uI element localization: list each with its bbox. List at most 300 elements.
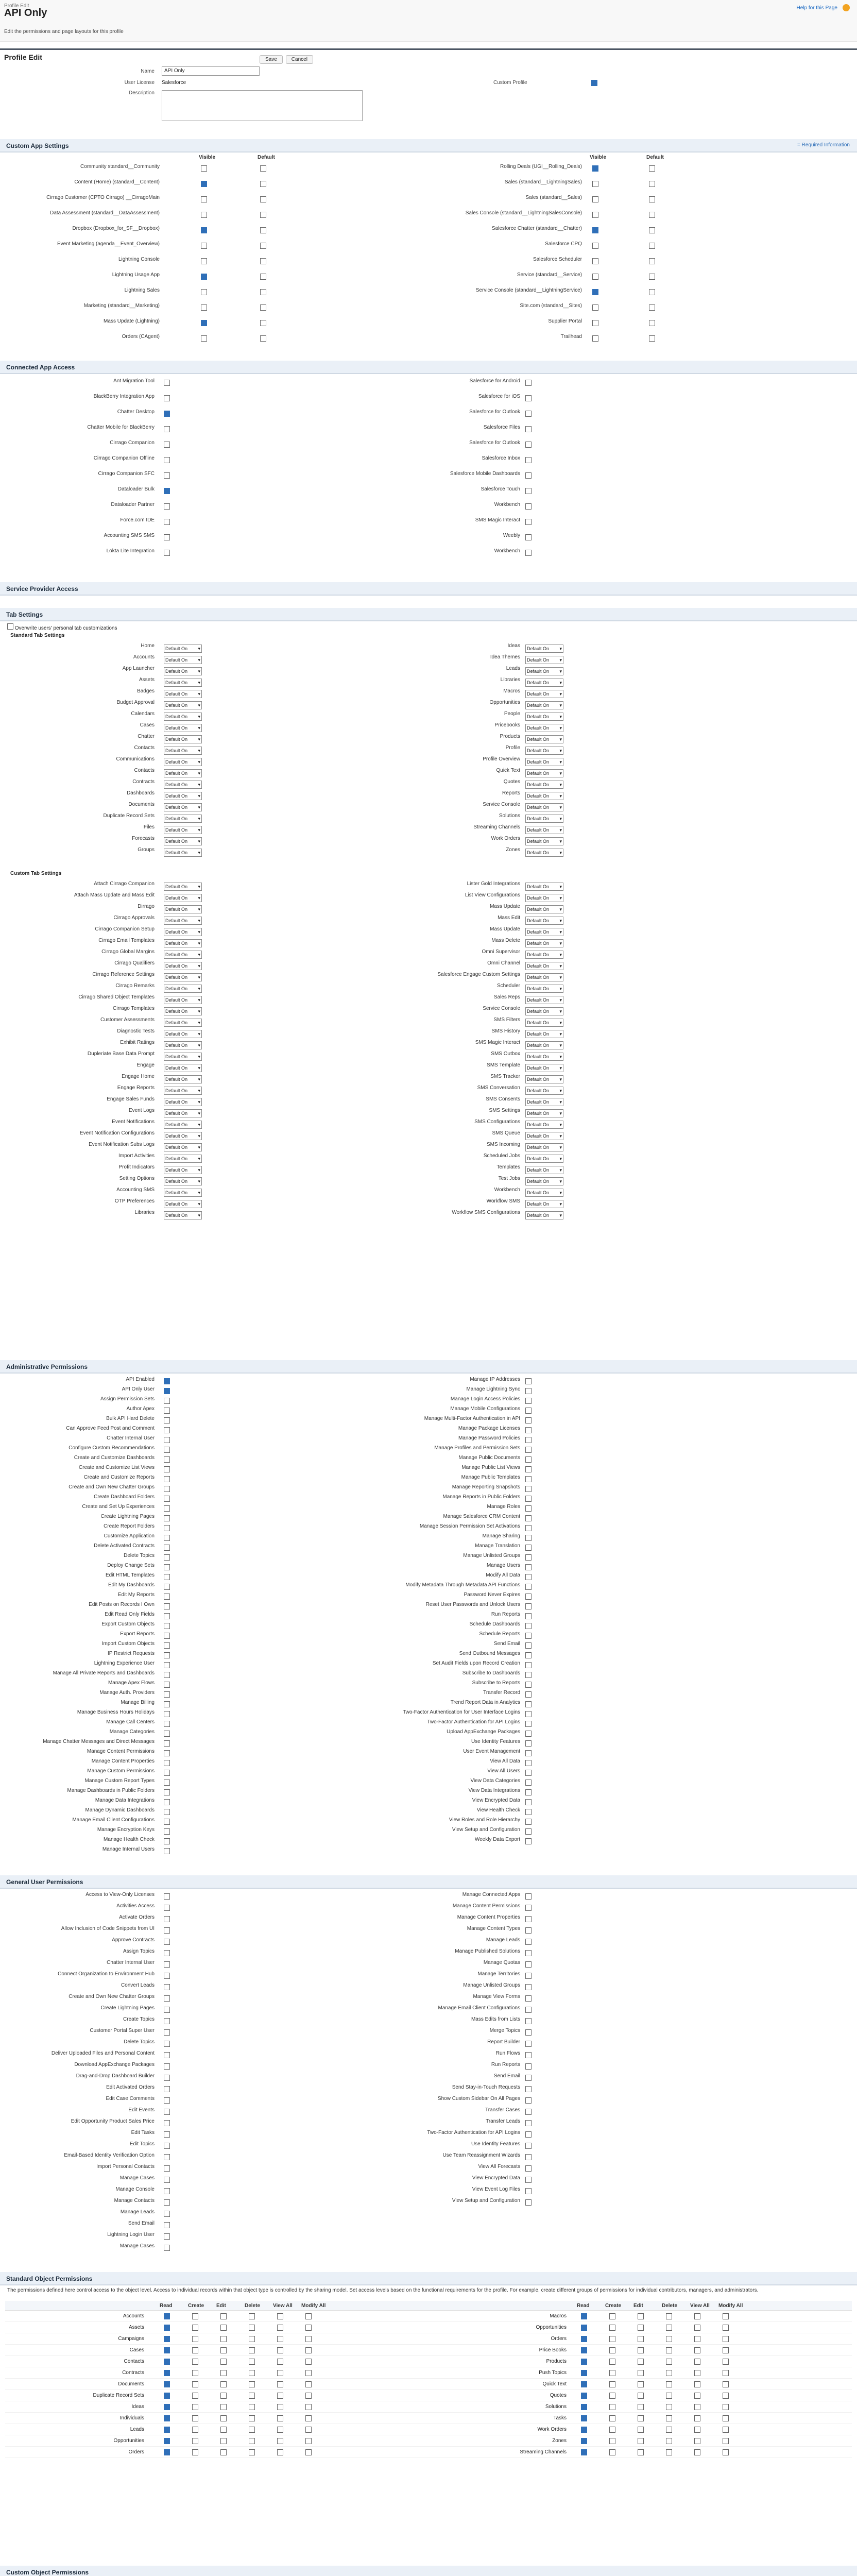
- tab-visibility-select-left[interactable]: [164, 1211, 202, 1219]
- permission-checkbox-right[interactable]: [525, 1819, 532, 1826]
- overwrite-tab-customizations[interactable]: [7, 623, 117, 631]
- visible-checkbox-left[interactable]: [201, 320, 207, 328]
- object-perm-checkbox[interactable]: [277, 2370, 283, 2378]
- visible-checkbox-right[interactable]: [592, 274, 598, 281]
- object-perm-checkbox[interactable]: [609, 2438, 615, 2446]
- permission-checkbox-right[interactable]: [525, 2177, 532, 2184]
- save-button[interactable]: Save: [260, 55, 283, 64]
- object-perm-checkbox[interactable]: [694, 2393, 700, 2400]
- help-icon[interactable]: [843, 4, 850, 11]
- permission-checkbox-left[interactable]: [164, 1819, 170, 1826]
- permission-checkbox-left[interactable]: [164, 2075, 170, 2082]
- tab-visibility-select-left[interactable]: [164, 724, 202, 732]
- connected-app-checkbox-left[interactable]: [164, 550, 170, 557]
- object-perm-checkbox[interactable]: [277, 2325, 283, 2332]
- permission-checkbox-left[interactable]: [164, 1770, 170, 1777]
- object-perm-checkbox[interactable]: [694, 2381, 700, 2389]
- object-perm-checkbox[interactable]: [723, 2393, 729, 2400]
- permission-checkbox-right[interactable]: [525, 1711, 532, 1719]
- tab-visibility-select-right[interactable]: [525, 679, 563, 687]
- object-perm-checkbox[interactable]: [192, 2370, 198, 2378]
- permission-checkbox-right[interactable]: [525, 2120, 532, 2128]
- tab-visibility-select-right[interactable]: [525, 962, 563, 970]
- object-perm-checkbox[interactable]: [164, 2404, 170, 2412]
- tab-visibility-select-left[interactable]: [164, 849, 202, 857]
- permission-checkbox-right[interactable]: [525, 1525, 532, 1533]
- permission-checkbox-left[interactable]: [164, 1398, 170, 1405]
- permission-checkbox-right[interactable]: [525, 1750, 532, 1758]
- default-radio-left[interactable]: [260, 274, 266, 281]
- tab-visibility-select-right[interactable]: [525, 928, 563, 936]
- object-perm-checkbox[interactable]: [249, 2449, 255, 2457]
- object-perm-checkbox[interactable]: [609, 2347, 615, 2355]
- tab-visibility-select-left[interactable]: [164, 803, 202, 811]
- object-perm-checkbox[interactable]: [666, 2347, 672, 2355]
- object-perm-checkbox[interactable]: [723, 2404, 729, 2412]
- object-perm-checkbox[interactable]: [164, 2325, 170, 2332]
- object-perm-checkbox[interactable]: [609, 2336, 615, 2344]
- permission-checkbox-left[interactable]: [164, 2063, 170, 2071]
- object-perm-checkbox[interactable]: [305, 2325, 312, 2332]
- cancel-button[interactable]: Cancel: [286, 55, 313, 64]
- default-radio-left[interactable]: [260, 212, 266, 219]
- permission-checkbox-left[interactable]: [164, 2052, 170, 2060]
- permission-checkbox-right[interactable]: [525, 1984, 532, 1992]
- permission-checkbox-right[interactable]: [525, 2052, 532, 2060]
- visible-checkbox-left[interactable]: [201, 258, 207, 266]
- permission-checkbox-left[interactable]: [164, 1486, 170, 1494]
- connected-app-checkbox-left[interactable]: [164, 426, 170, 434]
- visible-checkbox-left[interactable]: [201, 274, 207, 281]
- permission-checkbox-right[interactable]: [525, 2007, 532, 2014]
- default-radio-left[interactable]: [260, 320, 266, 328]
- object-perm-checkbox[interactable]: [277, 2404, 283, 2412]
- object-perm-checkbox[interactable]: [723, 2427, 729, 2434]
- tab-visibility-select-right[interactable]: [525, 1132, 563, 1140]
- object-perm-checkbox[interactable]: [192, 2336, 198, 2344]
- permission-checkbox-right[interactable]: [525, 1437, 532, 1445]
- object-perm-checkbox[interactable]: [581, 2438, 587, 2446]
- object-perm-checkbox[interactable]: [694, 2427, 700, 2434]
- permission-checkbox-right[interactable]: [525, 1554, 532, 1562]
- object-perm-checkbox[interactable]: [638, 2359, 644, 2366]
- object-perm-checkbox[interactable]: [723, 2381, 729, 2389]
- object-perm-checkbox[interactable]: [192, 2347, 198, 2355]
- default-radio-left[interactable]: [260, 304, 266, 312]
- object-perm-checkbox[interactable]: [723, 2313, 729, 2321]
- object-perm-checkbox[interactable]: [192, 2404, 198, 2412]
- object-perm-checkbox[interactable]: [305, 2438, 312, 2446]
- visible-checkbox-left[interactable]: [201, 335, 207, 343]
- object-perm-checkbox[interactable]: [666, 2427, 672, 2434]
- object-perm-checkbox[interactable]: [581, 2359, 587, 2366]
- permission-checkbox-right[interactable]: [525, 1662, 532, 1670]
- default-radio-right[interactable]: [649, 243, 655, 250]
- object-perm-checkbox[interactable]: [164, 2438, 170, 2446]
- tab-visibility-select-left[interactable]: [164, 1189, 202, 1197]
- tab-visibility-select-left[interactable]: [164, 769, 202, 777]
- tab-visibility-select-right[interactable]: [525, 1200, 563, 1208]
- permission-checkbox-left[interactable]: [164, 2165, 170, 2173]
- permission-checkbox-right[interactable]: [525, 1545, 532, 1552]
- object-perm-checkbox[interactable]: [609, 2381, 615, 2389]
- default-radio-right[interactable]: [649, 320, 655, 328]
- permission-checkbox-left[interactable]: [164, 1711, 170, 1719]
- permission-checkbox-left[interactable]: [164, 1652, 170, 1660]
- permission-checkbox-right[interactable]: [525, 2075, 532, 2082]
- object-perm-checkbox[interactable]: [723, 2336, 729, 2344]
- permission-checkbox-left[interactable]: [164, 1574, 170, 1582]
- permission-checkbox-left[interactable]: [164, 1780, 170, 1787]
- visible-checkbox-right[interactable]: [592, 320, 598, 328]
- connected-app-checkbox-left[interactable]: [164, 519, 170, 527]
- tab-visibility-select-left[interactable]: [164, 996, 202, 1004]
- permission-checkbox-right[interactable]: [525, 1740, 532, 1748]
- permission-checkbox-right[interactable]: [525, 1950, 532, 1958]
- tab-visibility-select-left[interactable]: [164, 1177, 202, 1185]
- tab-visibility-select-left[interactable]: [164, 656, 202, 664]
- object-perm-checkbox[interactable]: [694, 2336, 700, 2344]
- permission-checkbox-right[interactable]: [525, 1642, 532, 1650]
- object-perm-checkbox[interactable]: [305, 2449, 312, 2457]
- object-perm-checkbox[interactable]: [277, 2347, 283, 2355]
- permission-checkbox-left[interactable]: [164, 1905, 170, 1912]
- tab-visibility-select-left[interactable]: [164, 928, 202, 936]
- object-perm-checkbox[interactable]: [192, 2393, 198, 2400]
- tab-visibility-select-right[interactable]: [525, 769, 563, 777]
- permission-checkbox-right[interactable]: [525, 1682, 532, 1689]
- tab-visibility-select-left[interactable]: [164, 1041, 202, 1049]
- permission-checkbox-right[interactable]: [525, 1691, 532, 1699]
- permission-checkbox-right[interactable]: [525, 2063, 532, 2071]
- permission-checkbox-right[interactable]: [525, 1701, 532, 1709]
- object-perm-checkbox[interactable]: [249, 2359, 255, 2366]
- permission-checkbox-right[interactable]: [525, 2086, 532, 2094]
- object-perm-checkbox[interactable]: [723, 2415, 729, 2423]
- object-perm-checkbox[interactable]: [666, 2415, 672, 2423]
- tab-visibility-select-left[interactable]: [164, 690, 202, 698]
- object-perm-checkbox[interactable]: [164, 2313, 170, 2321]
- permission-checkbox-left[interactable]: [164, 2007, 170, 2014]
- permission-checkbox-right[interactable]: [525, 1515, 532, 1523]
- object-perm-checkbox[interactable]: [609, 2325, 615, 2332]
- object-perm-checkbox[interactable]: [192, 2325, 198, 2332]
- object-perm-checkbox[interactable]: [666, 2359, 672, 2366]
- permission-checkbox-right[interactable]: [525, 1893, 532, 1901]
- object-perm-checkbox[interactable]: [305, 2336, 312, 2344]
- connected-app-checkbox-left[interactable]: [164, 380, 170, 387]
- object-perm-checkbox[interactable]: [609, 2427, 615, 2434]
- permission-checkbox-left[interactable]: [164, 2109, 170, 2116]
- visible-checkbox-left[interactable]: [201, 289, 207, 297]
- permission-checkbox-left[interactable]: [164, 1927, 170, 1935]
- connected-app-checkbox-left[interactable]: [164, 488, 170, 496]
- object-perm-checkbox[interactable]: [609, 2404, 615, 2412]
- tab-visibility-select-left[interactable]: [164, 939, 202, 947]
- object-perm-checkbox[interactable]: [305, 2347, 312, 2355]
- tab-visibility-select-right[interactable]: [525, 815, 563, 823]
- object-perm-checkbox[interactable]: [305, 2404, 312, 2412]
- object-perm-checkbox[interactable]: [723, 2370, 729, 2378]
- tab-visibility-select-left[interactable]: [164, 815, 202, 823]
- permission-checkbox-left[interactable]: [164, 2245, 170, 2252]
- visible-checkbox-right[interactable]: [592, 196, 598, 204]
- object-perm-checkbox[interactable]: [164, 2427, 170, 2434]
- permission-checkbox-left[interactable]: [164, 1476, 170, 1484]
- tab-visibility-select-right[interactable]: [525, 1053, 563, 1061]
- permission-checkbox-left[interactable]: [164, 1916, 170, 1924]
- tab-visibility-select-left[interactable]: [164, 1019, 202, 1027]
- object-perm-checkbox[interactable]: [249, 2381, 255, 2389]
- permission-checkbox-left[interactable]: [164, 1642, 170, 1650]
- tab-visibility-select-right[interactable]: [525, 1189, 563, 1197]
- permission-checkbox-left[interactable]: [164, 1950, 170, 1958]
- object-perm-checkbox[interactable]: [277, 2427, 283, 2434]
- permission-checkbox-left[interactable]: [164, 1848, 170, 1856]
- permission-checkbox-left[interactable]: [164, 1721, 170, 1728]
- object-perm-checkbox[interactable]: [581, 2427, 587, 2434]
- tab-visibility-select-right[interactable]: [525, 939, 563, 947]
- default-radio-right[interactable]: [649, 258, 655, 266]
- permission-checkbox-right[interactable]: [525, 1427, 532, 1435]
- tab-visibility-select-left[interactable]: [164, 1087, 202, 1095]
- object-perm-checkbox[interactable]: [638, 2381, 644, 2389]
- permission-checkbox-left[interactable]: [164, 1437, 170, 1445]
- tab-visibility-select-right[interactable]: [525, 894, 563, 902]
- permission-checkbox-right[interactable]: [525, 1961, 532, 1969]
- object-perm-checkbox[interactable]: [277, 2336, 283, 2344]
- tab-visibility-select-right[interactable]: [525, 1143, 563, 1151]
- permission-checkbox-right[interactable]: [525, 1486, 532, 1494]
- object-perm-checkbox[interactable]: [694, 2438, 700, 2446]
- tab-visibility-select-left[interactable]: [164, 792, 202, 800]
- connected-app-checkbox-right[interactable]: [525, 442, 532, 449]
- object-perm-checkbox[interactable]: [277, 2438, 283, 2446]
- permission-checkbox-left[interactable]: [164, 1731, 170, 1738]
- tab-visibility-select-left[interactable]: [164, 735, 202, 743]
- permission-checkbox-left[interactable]: [164, 1633, 170, 1640]
- permission-checkbox-right[interactable]: [525, 1505, 532, 1513]
- connected-app-checkbox-left[interactable]: [164, 395, 170, 403]
- object-perm-checkbox[interactable]: [192, 2415, 198, 2423]
- tab-visibility-select-left[interactable]: [164, 894, 202, 902]
- default-radio-left[interactable]: [260, 165, 266, 173]
- object-perm-checkbox[interactable]: [220, 2313, 227, 2321]
- permission-checkbox-right[interactable]: [525, 1828, 532, 1836]
- permission-checkbox-left[interactable]: [164, 1603, 170, 1611]
- object-perm-checkbox[interactable]: [638, 2313, 644, 2321]
- permission-checkbox-right[interactable]: [525, 1623, 532, 1631]
- object-perm-checkbox[interactable]: [249, 2313, 255, 2321]
- tab-visibility-select-right[interactable]: [525, 803, 563, 811]
- object-perm-checkbox[interactable]: [694, 2404, 700, 2412]
- tab-visibility-select-left[interactable]: [164, 1064, 202, 1072]
- permission-checkbox-left[interactable]: [164, 1456, 170, 1464]
- permission-checkbox-left[interactable]: [164, 1682, 170, 1689]
- permission-checkbox-left[interactable]: [164, 1809, 170, 1817]
- visible-checkbox-left[interactable]: [201, 212, 207, 219]
- object-perm-checkbox[interactable]: [638, 2370, 644, 2378]
- visible-checkbox-right[interactable]: [592, 335, 598, 343]
- tab-visibility-select-right[interactable]: [525, 917, 563, 925]
- visible-checkbox-right[interactable]: [592, 304, 598, 312]
- object-perm-checkbox[interactable]: [164, 2359, 170, 2366]
- permission-checkbox-left[interactable]: [164, 2199, 170, 2207]
- object-perm-checkbox[interactable]: [581, 2449, 587, 2457]
- tab-visibility-select-right[interactable]: [525, 1166, 563, 1174]
- object-perm-checkbox[interactable]: [249, 2415, 255, 2423]
- permission-checkbox-right[interactable]: [525, 1476, 532, 1484]
- permission-checkbox-right[interactable]: [525, 1417, 532, 1425]
- tab-visibility-select-left[interactable]: [164, 1030, 202, 1038]
- permission-checkbox-right[interactable]: [525, 1770, 532, 1777]
- tab-visibility-select-left[interactable]: [164, 951, 202, 959]
- object-perm-checkbox[interactable]: [164, 2449, 170, 2457]
- connected-app-checkbox-right[interactable]: [525, 380, 532, 387]
- tab-visibility-select-right[interactable]: [525, 792, 563, 800]
- tab-visibility-select-right[interactable]: [525, 781, 563, 789]
- permission-checkbox-left[interactable]: [164, 1594, 170, 1601]
- tab-visibility-select-left[interactable]: [164, 1200, 202, 1208]
- visible-checkbox-right[interactable]: [592, 258, 598, 266]
- object-perm-checkbox[interactable]: [581, 2415, 587, 2423]
- permission-checkbox-right[interactable]: [525, 1613, 532, 1621]
- object-perm-checkbox[interactable]: [277, 2313, 283, 2321]
- default-radio-right[interactable]: [649, 212, 655, 219]
- object-perm-checkbox[interactable]: [277, 2381, 283, 2389]
- object-perm-checkbox[interactable]: [666, 2438, 672, 2446]
- connected-app-checkbox-right[interactable]: [525, 457, 532, 465]
- permission-checkbox-right[interactable]: [525, 2199, 532, 2207]
- object-perm-checkbox[interactable]: [305, 2313, 312, 2321]
- permission-checkbox-left[interactable]: [164, 1496, 170, 1503]
- tab-visibility-select-right[interactable]: [525, 1019, 563, 1027]
- default-radio-right[interactable]: [649, 335, 655, 343]
- permission-checkbox-left[interactable]: [164, 1691, 170, 1699]
- tab-visibility-select-right[interactable]: [525, 1098, 563, 1106]
- permission-checkbox-right[interactable]: [525, 1973, 532, 1980]
- permission-checkbox-left[interactable]: [164, 1417, 170, 1425]
- permission-checkbox-right[interactable]: [525, 1927, 532, 1935]
- object-perm-checkbox[interactable]: [220, 2325, 227, 2332]
- visible-checkbox-right[interactable]: [592, 289, 598, 297]
- object-perm-checkbox[interactable]: [164, 2347, 170, 2355]
- permission-checkbox-left[interactable]: [164, 1613, 170, 1621]
- permission-checkbox-left[interactable]: [164, 1662, 170, 1670]
- object-perm-checkbox[interactable]: [192, 2438, 198, 2446]
- permission-checkbox-left[interactable]: [164, 1750, 170, 1758]
- visible-checkbox-right[interactable]: [592, 212, 598, 219]
- object-perm-checkbox[interactable]: [220, 2415, 227, 2423]
- tab-visibility-select-right[interactable]: [525, 1041, 563, 1049]
- tab-visibility-select-right[interactable]: [525, 1087, 563, 1095]
- permission-checkbox-right[interactable]: [525, 2018, 532, 2026]
- permission-checkbox-left[interactable]: [164, 2188, 170, 2196]
- tab-visibility-select-right[interactable]: [525, 667, 563, 675]
- permission-checkbox-left[interactable]: [164, 2086, 170, 2094]
- object-perm-checkbox[interactable]: [694, 2359, 700, 2366]
- tab-visibility-select-right[interactable]: [525, 747, 563, 755]
- object-perm-checkbox[interactable]: [277, 2415, 283, 2423]
- tab-visibility-select-left[interactable]: [164, 837, 202, 845]
- tab-visibility-select-right[interactable]: [525, 1109, 563, 1117]
- object-perm-checkbox[interactable]: [305, 2427, 312, 2434]
- object-perm-checkbox[interactable]: [220, 2359, 227, 2366]
- tab-visibility-select-right[interactable]: [525, 1075, 563, 1083]
- object-perm-checkbox[interactable]: [164, 2381, 170, 2389]
- object-perm-checkbox[interactable]: [694, 2415, 700, 2423]
- permission-checkbox-left[interactable]: [164, 1525, 170, 1533]
- permission-checkbox-right[interactable]: [525, 1760, 532, 1768]
- permission-checkbox-right[interactable]: [525, 1652, 532, 1660]
- connected-app-checkbox-right[interactable]: [525, 411, 532, 418]
- connected-app-checkbox-right[interactable]: [525, 503, 532, 511]
- object-perm-checkbox[interactable]: [694, 2313, 700, 2321]
- permission-checkbox-right[interactable]: [525, 2143, 532, 2150]
- object-perm-checkbox[interactable]: [666, 2336, 672, 2344]
- object-perm-checkbox[interactable]: [694, 2449, 700, 2457]
- permission-checkbox-left[interactable]: [164, 1961, 170, 1969]
- object-perm-checkbox[interactable]: [305, 2381, 312, 2389]
- permission-checkbox-left[interactable]: [164, 1984, 170, 1992]
- connected-app-checkbox-right[interactable]: [525, 426, 532, 434]
- object-perm-checkbox[interactable]: [638, 2393, 644, 2400]
- permission-checkbox-left[interactable]: [164, 1799, 170, 1807]
- tab-visibility-select-left[interactable]: [164, 1166, 202, 1174]
- tab-visibility-select-left[interactable]: [164, 1053, 202, 1061]
- default-radio-left[interactable]: [260, 258, 266, 266]
- permission-checkbox-right[interactable]: [525, 2165, 532, 2173]
- tab-visibility-select-right[interactable]: [525, 758, 563, 766]
- tab-visibility-select-right[interactable]: [525, 973, 563, 981]
- tab-visibility-select-left[interactable]: [164, 1121, 202, 1129]
- object-perm-checkbox[interactable]: [220, 2404, 227, 2412]
- tab-visibility-select-right[interactable]: [525, 656, 563, 664]
- tab-visibility-select-right[interactable]: [525, 1155, 563, 1163]
- permission-checkbox-left[interactable]: [164, 1408, 170, 1415]
- object-perm-checkbox[interactable]: [164, 2370, 170, 2378]
- permission-checkbox-left[interactable]: [164, 1995, 170, 2003]
- default-radio-right[interactable]: [649, 181, 655, 189]
- object-perm-checkbox[interactable]: [581, 2381, 587, 2389]
- permission-checkbox-right[interactable]: [525, 1731, 532, 1738]
- object-perm-checkbox[interactable]: [694, 2347, 700, 2355]
- tab-visibility-select-right[interactable]: [525, 837, 563, 845]
- permission-checkbox-right[interactable]: [525, 1995, 532, 2003]
- tab-visibility-select-right[interactable]: [525, 849, 563, 857]
- tab-visibility-select-left[interactable]: [164, 1075, 202, 1083]
- object-perm-checkbox[interactable]: [609, 2415, 615, 2423]
- visible-checkbox-left[interactable]: [201, 304, 207, 312]
- tab-visibility-select-right[interactable]: [525, 996, 563, 1004]
- object-perm-checkbox[interactable]: [638, 2427, 644, 2434]
- tab-visibility-select-left[interactable]: [164, 781, 202, 789]
- permission-checkbox-right[interactable]: [525, 2131, 532, 2139]
- permission-checkbox-right[interactable]: [525, 1447, 532, 1454]
- object-perm-checkbox[interactable]: [220, 2347, 227, 2355]
- permission-checkbox-right[interactable]: [525, 2109, 532, 2116]
- object-perm-checkbox[interactable]: [220, 2381, 227, 2389]
- object-perm-checkbox[interactable]: [220, 2438, 227, 2446]
- object-perm-checkbox[interactable]: [581, 2370, 587, 2378]
- object-perm-checkbox[interactable]: [694, 2370, 700, 2378]
- permission-checkbox-left[interactable]: [164, 1564, 170, 1572]
- permission-checkbox-right[interactable]: [525, 1809, 532, 1817]
- permission-checkbox-right[interactable]: [525, 1939, 532, 1946]
- tab-visibility-select-left[interactable]: [164, 985, 202, 993]
- object-perm-checkbox[interactable]: [723, 2438, 729, 2446]
- object-perm-checkbox[interactable]: [277, 2359, 283, 2366]
